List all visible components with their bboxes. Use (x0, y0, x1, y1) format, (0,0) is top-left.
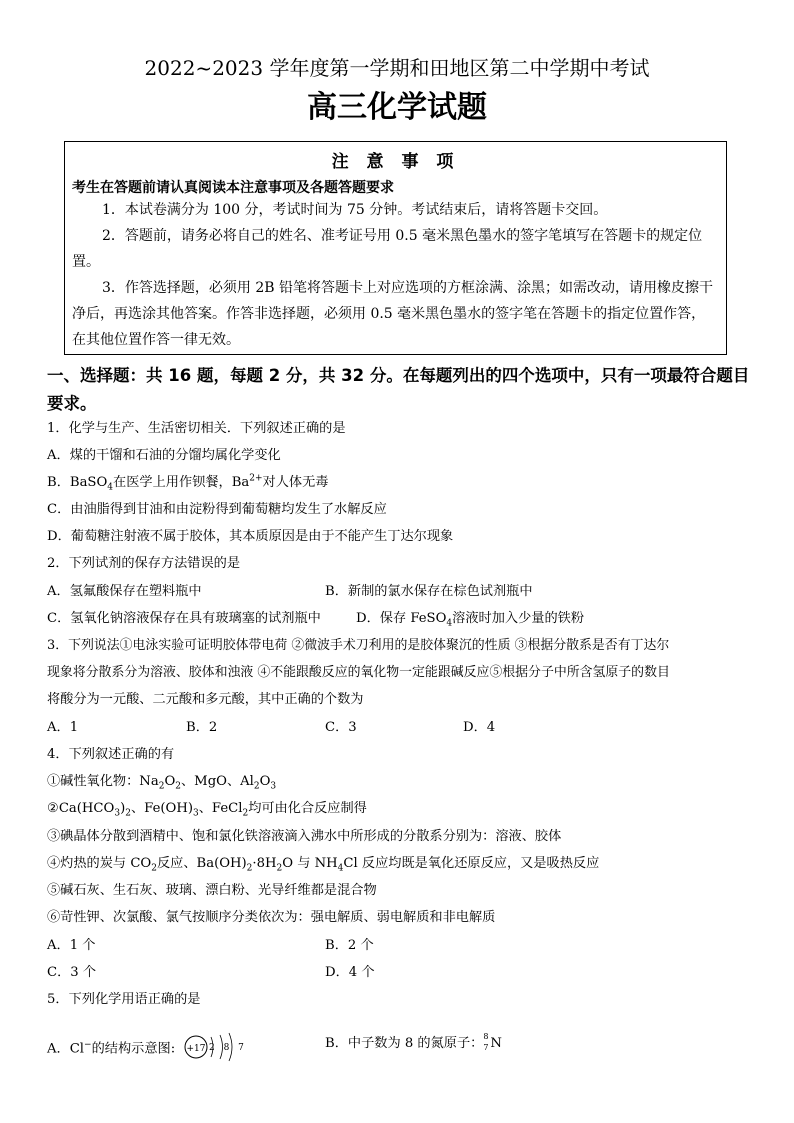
question-1-option-d: D．葡萄糖注射液不属于胶体，其本质原因是由于不能产生丁达尔现象 (47, 529, 454, 544)
question-5-option-b: B．中子数为 8 的氮原子： 8 7 N (325, 1032, 505, 1051)
notice-item: 1．本试卷满分为 100 分，考试时间为 75 分钟。考试结束后，请将答题卡交回。 (102, 202, 608, 218)
exam-subject-title: 高三化学试题 (307, 90, 487, 125)
question-4-statement-2: $②Ca(HCO_3)_2$、$Fe(OH)_3$、FeCl$_2$均可由化合反应制得 (47, 801, 367, 819)
exam-title: 2022~2023 学年度第一学期和田地区第二中学期中考试 (144, 56, 650, 80)
question-2-option-d: D．保存 FeSO$_4$溶液时加入少量的铁粉 (356, 611, 585, 629)
question-2-option-c: C．氢氧化钠溶液保存在具有玻璃塞的试剂瓶中 (47, 611, 321, 626)
question-3-option-b: B．2 (186, 720, 218, 735)
question-4-statement-6: ⑥苛性钾、次氯酸、氯气按顺序分类依次为：强电解质、弱电解质和非电解质 (47, 910, 496, 925)
atom-structure-diagram (182, 1032, 244, 1066)
question-3-option-d: D．4 (463, 720, 496, 735)
section-heading: 一、选择题：共 16 题，每题 2 分，共 32 分。在每题列出的四个选项中，只有一项最符合题目要求。 (47, 366, 750, 413)
question-3-line: 3．下列说法①电泳实验可证明胶体带电荷 ②微波手术刀利用的是胶体聚沉的性质 ③根据分散系是否有丁达尔 (47, 638, 670, 653)
question-2-stem: 2．下列试剂的保存方法错误的是 (47, 556, 241, 571)
electron-counts: 2 8 7 (209, 1043, 245, 1053)
question-1-option-b: B．BaSO$_4$在医学上用作钡餐，$Ba^{2+}$对人体无毒 (47, 473, 329, 493)
question-4-option-a: A．1 个 (47, 938, 96, 953)
question-5-stem: 5．下列化学用语正确的是 (47, 992, 201, 1007)
notice-item: 3．作答选择题，必须用 2B 铅笔将答题卡上对应选项的方框涂满、涂黑；如需改动，请用橡皮擦干净后，再选涂其他答案。作答非选择题，必须用 0.5 毫米黑色墨水的签字笔在答题卡的指定位置作答，在其他位置作答一律无效。 (72, 280, 714, 348)
question-4-statement-4: ④灼热的炭与 $CO_2$反应、$Ba(OH)_2\cdot 8H_2O$ 与 $NH_4Cl$ 反应均既是氧化还原反应，又是吸热反应 (47, 856, 600, 874)
question-2-option-b: B．新制的氯水保存在棕色试剂瓶中 (325, 584, 533, 599)
question-4-option-c: C．3 个 (47, 965, 97, 980)
question-1-option-c: C．由油脂得到甘油和由淀粉得到葡萄糖均发生了水解反应 (47, 502, 387, 517)
question-1-stem: 1．化学与生产、生活密切相关．下列叙述正确的是 (47, 421, 346, 436)
nucleus-charge: +17 (186, 1044, 206, 1054)
notice-title: 注 意 事 项 (331, 152, 460, 172)
question-4-option-d: D．4 个 (325, 965, 375, 980)
question-4-option-b: B．2 个 (325, 938, 374, 953)
question-3-option-c: C．3 (325, 720, 357, 735)
atom-structure-svg (182, 1032, 244, 1062)
question-4-statement-3: ③碘晶体分散到酒精中、饱和氯化铁溶液滴入沸水中所形成的分散系分别为：溶液、胶体 (47, 829, 562, 844)
question-4-stem: 4．下列叙述正确的有 (47, 747, 175, 762)
question-4-statement-1: ①碱性氧化物：$Na_2O_2$、MgO、$Al_2O_3$ (47, 774, 277, 792)
question-1-option-a: A．煤的干馏和石油的分馏均属化学变化 (47, 448, 281, 463)
nuclide-notation: 8 7 N (483, 1031, 502, 1052)
notice-box (64, 141, 727, 355)
question-3-line: 将酸分为一元酸、二元酸和多元酸，其中正确的个数为 (47, 692, 364, 707)
notice-subtitle: 考生在答题前请认真阅读本注意事项及各题答题要求 (72, 180, 394, 196)
notice-item: 2．答题前，请务必将自己的姓名、准考证号用 0.5 毫米黑色墨水的签字笔填写在答题卡的规定位置。 (72, 228, 703, 270)
question-5-option-a: A．Cl−的结构示意图: +17 2 8 7 (47, 1032, 244, 1066)
question-2-option-a: A．氢氟酸保存在塑料瓶中 (47, 584, 202, 599)
question-4-statement-5: ⑤碱石灰、生石灰、玻璃、漂白粉、光导纤维都是混合物 (47, 883, 377, 898)
question-3-option-a: A．1 (47, 720, 79, 735)
question-3-line: 现象将分散系分为溶液、胶体和浊液 ④不能跟酸反应的氧化物一定能跟碱反应⑤根据分子中所含氢原子的数目 (47, 665, 670, 680)
